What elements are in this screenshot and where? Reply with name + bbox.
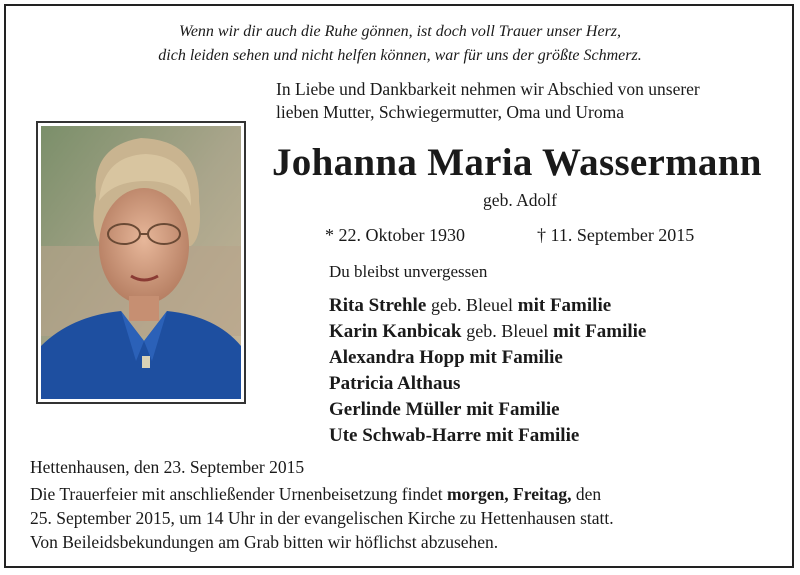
birth-date: * 22. Oktober 1930 xyxy=(325,225,465,245)
service-line-2: 25. September 2015, um 14 Uhr in der evangelischen Kirche zu Hettenhausen statt. xyxy=(30,508,614,528)
family-member-suffix: mit Familie xyxy=(466,399,560,420)
service-line-3: Von Beileidsbekundungen am Grab bitten wir höflichst abzusehen. xyxy=(30,532,499,552)
family-member-name: Patricia Althaus xyxy=(329,373,461,394)
place-date: Hettenhausen, den 23. September 2015 xyxy=(30,457,305,477)
deceased-nee: geb. Adolf xyxy=(483,190,557,210)
family-member-suffix: mit Familie xyxy=(469,347,563,368)
family-member-suffix: mit Familie xyxy=(517,295,612,316)
deceased-name: Johanna Maria Wassermann xyxy=(272,141,762,184)
family-member-name: Ute Schwab-Harre xyxy=(329,425,482,446)
intro-line-1: In Liebe und Dankbarkeit nehmen wir Abschied von unserer xyxy=(276,79,700,99)
family-member xyxy=(329,425,579,447)
family-member-name: Alexandra Hopp xyxy=(329,347,465,368)
portrait-photo-icon xyxy=(41,126,241,399)
family-member xyxy=(329,347,563,369)
family-member-suffix: mit Familie xyxy=(485,425,580,446)
family-member-nee: geb. Bleuel xyxy=(431,295,514,315)
poem-line-1: Wenn wir dir auch die Ruhe gönnen, ist doch voll Trauer unser Herz, xyxy=(178,23,622,40)
memorial-text: Du bleibst unvergessen xyxy=(329,262,488,281)
family-member-name: Gerlinde Müller xyxy=(329,399,462,420)
service-text: den xyxy=(571,484,602,504)
family-member xyxy=(329,321,646,343)
family-member-suffix: mit Familie xyxy=(552,321,647,342)
family-member-name: Rita Strehle xyxy=(329,295,427,316)
family-member-nee: geb. Bleuel xyxy=(466,321,549,341)
intro-line-2: lieben Mutter, Schwiegermutter, Oma und Uroma xyxy=(276,102,625,122)
death-date: † 11. September 2015 xyxy=(537,225,695,245)
portrait-frame xyxy=(36,121,246,404)
service-day: morgen, Freitag, xyxy=(446,484,572,504)
service-line-1 xyxy=(30,484,601,505)
service-text: Die Trauerfeier mit anschließender Urnenbeisetzung findet xyxy=(30,484,447,504)
family-member xyxy=(329,295,611,317)
family-member-name: Karin Kanbicak xyxy=(329,321,462,342)
poem-line-2: dich leiden sehen und nicht helfen können, war für uns der größte Schmerz. xyxy=(158,47,642,64)
family-member xyxy=(329,373,460,395)
family-member xyxy=(329,399,560,421)
